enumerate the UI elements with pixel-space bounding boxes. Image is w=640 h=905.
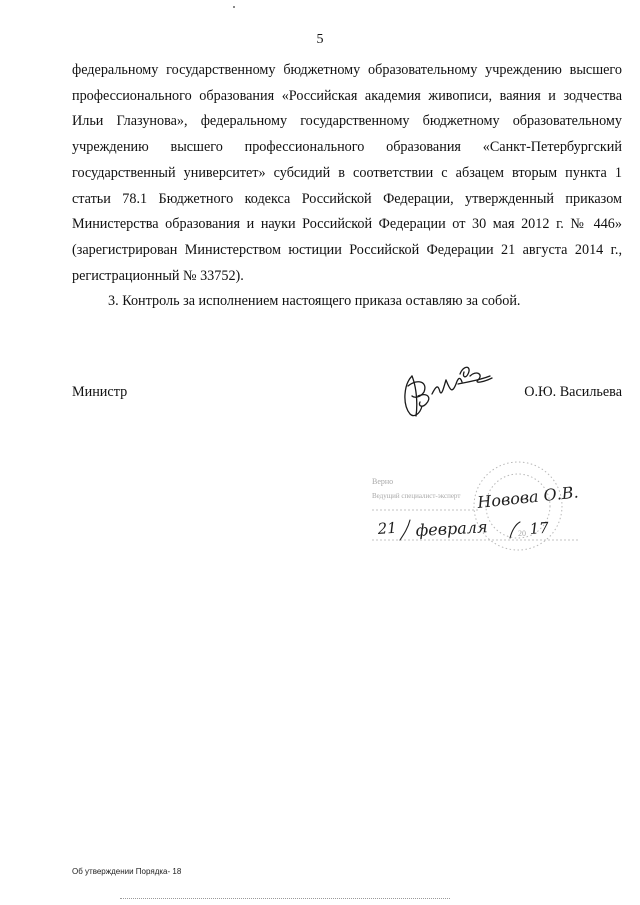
stamp-header-faded: Верно: [372, 477, 394, 486]
document-body: [72, 58, 622, 315]
signature-block: [72, 384, 622, 414]
minister-position-label: Министр: [72, 384, 128, 400]
stamp-year-prefix: 20: [518, 529, 526, 538]
page-number: 5: [316, 32, 324, 47]
scan-speck: [233, 6, 235, 8]
body-paragraph-1: федеральному государственному бюджетному образовательному учреждению высшего профессионального образования «Российская академия живописи, ваяния и зодчества Ильи Глазунова», федеральному государственному бюджетному образовательному учреждению высшего профессионального образования «Санкт-Петербургский государственный университет» субсидий в соответствии с абзацем вторым пункта 1 статьи 78.1 Бюджетного кодекса Российской Федерации, утвержденный приказом Министерства образования и науки Российской Федерации от 30 мая 2012 г. № 446» (зарегистрирован Министерством юстиции Российской Федерации 21 августа 2014 г., регистрационный № 33752).: [72, 62, 622, 284]
stamp-handwritten-month: февраля: [415, 517, 488, 540]
body-paragraph-2: 3. Контроль за исполнением настоящего приказа оставляю за собой.: [108, 293, 521, 310]
stamp-handwritten-year: 17: [529, 518, 550, 538]
scan-artifact-line: [120, 898, 450, 901]
stamp-handwritten-day: 21: [377, 518, 398, 538]
minister-name: О.Ю. Васильева: [524, 384, 622, 400]
stamp-handwritten-name: Новова О.В.: [476, 482, 580, 512]
stamp-line-faded-1: Ведущий специалист-эксперт: [372, 492, 461, 500]
certification-stamp: [360, 458, 600, 558]
footer-document-title: Об утверждении Порядка- 18: [72, 867, 182, 876]
